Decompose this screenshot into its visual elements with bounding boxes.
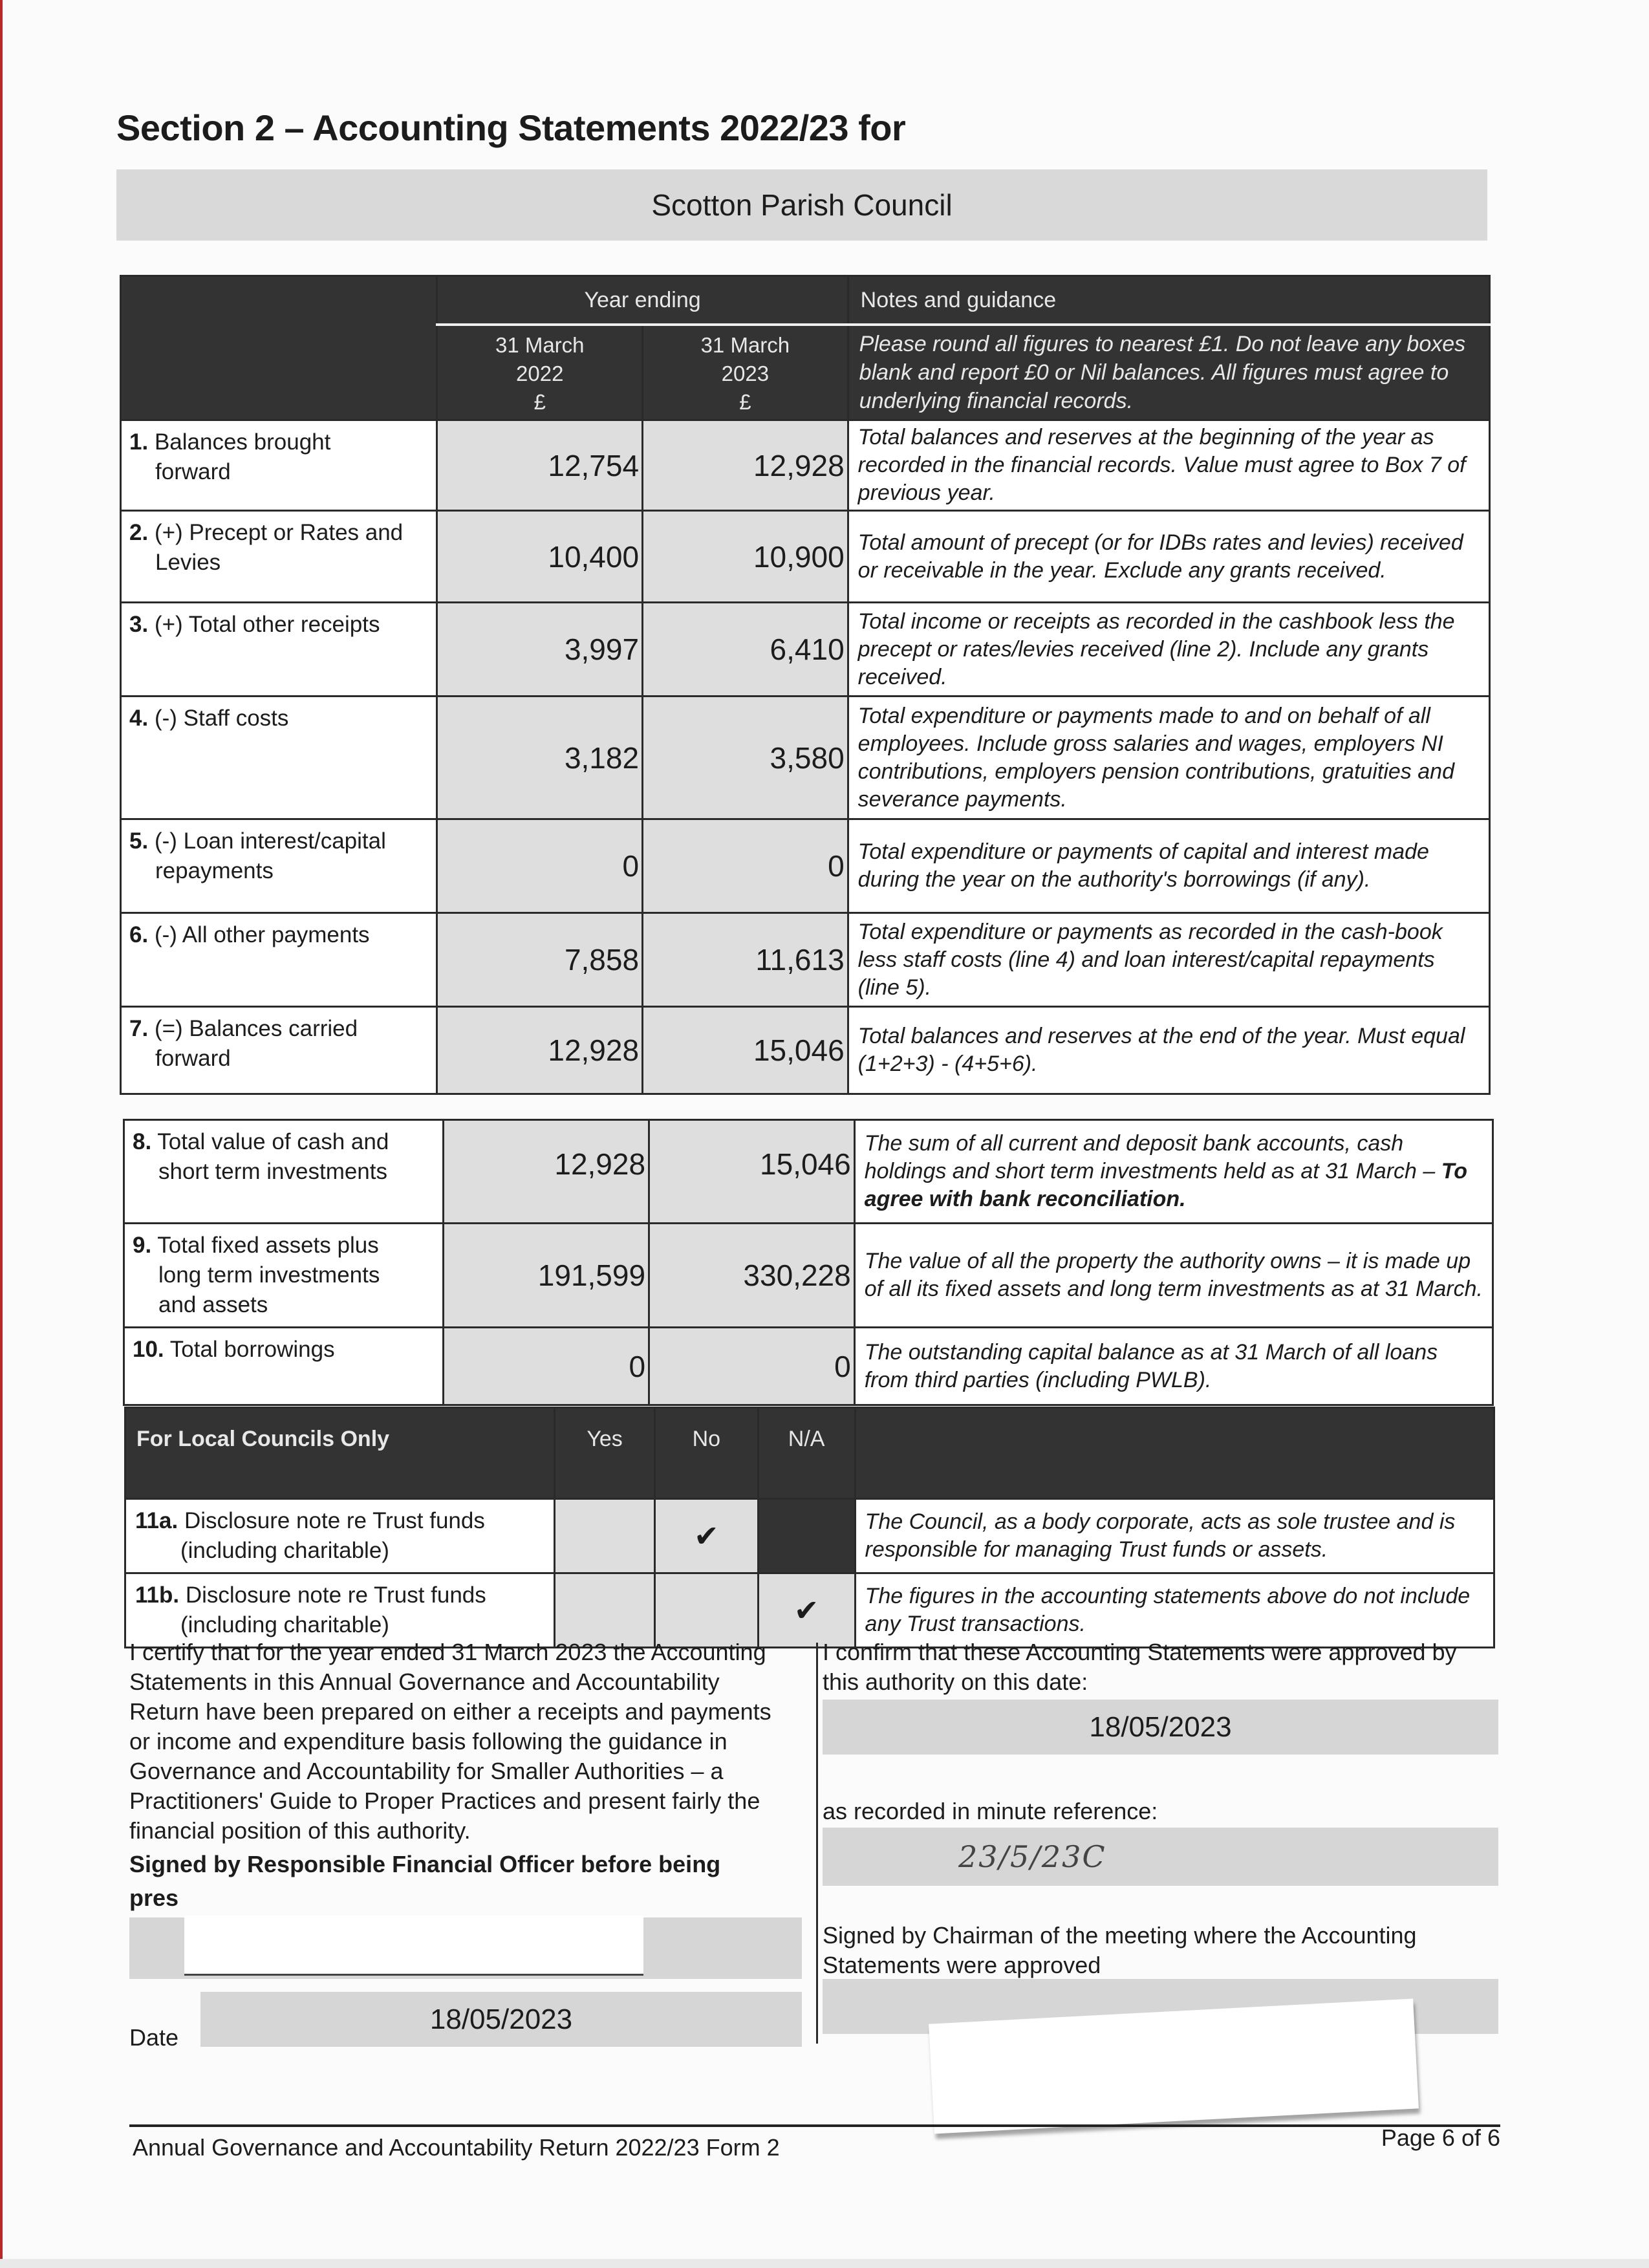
row-label: 3. (+) Total other receipts xyxy=(121,603,437,697)
page-number: Page 6 of 6 xyxy=(1381,2124,1500,2151)
value-2023[interactable]: 11,613 xyxy=(643,913,848,1007)
value-2022[interactable]: 3,182 xyxy=(437,697,643,819)
value-2023[interactable]: 3,580 xyxy=(643,697,848,819)
rfo-date-field[interactable] xyxy=(200,1992,802,2047)
local-councils-header: For Local Councils Only xyxy=(125,1408,555,1499)
rfo-certification xyxy=(129,1637,795,1913)
row-note: Total expenditure or payments made to and on behalf of all employees. Include gross salaries and wages, employers NI contributions, employers pension contributions, gratuities and severance payments. xyxy=(848,697,1489,819)
notes-header: Notes and guidance xyxy=(848,276,1489,325)
minute-reference-field[interactable] xyxy=(823,1828,1498,1886)
rfo-signed-label-cont: pres xyxy=(129,1885,179,1911)
approval-date-value: 18/05/2023 xyxy=(1089,1711,1232,1743)
na-checkbox[interactable]: ✔ xyxy=(758,1573,855,1648)
table-row xyxy=(121,697,1490,819)
accounting-statements-table xyxy=(120,275,1491,1095)
table-row xyxy=(121,603,1490,697)
table-row xyxy=(121,511,1490,603)
page-edge xyxy=(0,0,3,2268)
row-note: Total balances and reserves at the end of the year. Must equal (1+2+3) - (4+5+6). xyxy=(848,1007,1489,1094)
row-note: Total balances and reserves at the beginning of the year as recorded in the financial records. Value must agree to Box 7 of previous year. xyxy=(848,420,1489,511)
table-row xyxy=(121,420,1490,511)
row-label: 7. (=) Balances carried forward xyxy=(121,1007,437,1094)
year-ending-header: Year ending xyxy=(437,276,848,325)
table-row xyxy=(124,1224,1493,1328)
col-2022-line1: 31 March xyxy=(495,333,585,357)
approval-text: I confirm that these Accounting Statements were approved by this authority on this date: xyxy=(823,1639,1457,1695)
table-row xyxy=(124,1120,1493,1224)
value-2022[interactable]: 7,858 xyxy=(437,913,643,1007)
value-2023[interactable]: 10,900 xyxy=(643,511,848,603)
no-checkbox[interactable] xyxy=(654,1573,758,1648)
table-row xyxy=(124,1328,1493,1405)
col-2023-line1: 31 March xyxy=(700,333,790,357)
notes-header-blank xyxy=(855,1408,1494,1499)
row-note: Total expenditure or payments of capital and interest made during the year on the authority's borrowings (if any). xyxy=(848,819,1489,913)
row-note: Total amount of precept (or for IDBs rates and levies) received or receivable in the year. Exclude any grants received. xyxy=(848,511,1489,603)
header-blank xyxy=(121,276,437,420)
bank-reconciliation-note: To agree with bank reconciliation. xyxy=(864,1159,1468,1211)
value-2022[interactable]: 3,997 xyxy=(437,603,643,697)
value-2023[interactable]: 330,228 xyxy=(649,1224,855,1328)
rfo-certification-text: I certify that for the year ended 31 March 2023 the Accounting Statements in this Annual Governance and Accountability Return have been prepared on either a receipts and payments or income and expenditure basis following the guidance in Governance and Accountability for Smaller Authorities – a Practitioners' Guide to Proper Practices and present fairly the financial position of this authority. xyxy=(129,1639,771,1844)
value-2023[interactable]: 12,928 xyxy=(643,420,848,511)
row-label: 11a. Disclosure note re Trust funds (including charitable) xyxy=(125,1499,555,1573)
row-label: 1. Balances brought forward xyxy=(121,420,437,511)
chairman-signature-label: Signed by Chairman of the meeting where the Accounting Statements were approved xyxy=(823,1922,1417,1978)
minute-reference-label: as recorded in minute reference: xyxy=(823,1798,1158,1824)
col-2022-currency: £ xyxy=(534,390,546,414)
approval-date-field[interactable] xyxy=(823,1700,1498,1755)
table-row xyxy=(125,1499,1494,1573)
date-label: Date xyxy=(129,2024,179,2051)
rfo-signed-label: Signed by Responsible Financial Officer before being xyxy=(129,1851,721,1877)
row-label: 2. (+) Precept or Rates and Levies xyxy=(121,511,437,603)
col-2023-line2: 2023 xyxy=(721,362,770,385)
value-2023[interactable]: 0 xyxy=(643,819,848,913)
row-note: The figures in the accounting statements above do not include any Trust transactions. xyxy=(855,1573,1494,1648)
trust-funds-table xyxy=(124,1407,1495,1648)
row-label: 9. Total fixed assets plus long term investments and assets xyxy=(124,1224,444,1328)
na-header: N/A xyxy=(758,1408,855,1499)
rfo-date-value: 18/05/2023 xyxy=(429,2003,573,2035)
table-row xyxy=(125,1573,1494,1648)
page-title: Section 2 – Accounting Statements 2022/23 for xyxy=(116,107,906,148)
column-divider xyxy=(816,1643,818,2044)
row-label: 5. (-) Loan interest/capital repayments xyxy=(121,819,437,913)
row-label: 8. Total value of cash and short term investments xyxy=(124,1120,444,1224)
value-2022[interactable]: 12,754 xyxy=(437,420,643,511)
table-row xyxy=(121,1007,1490,1094)
assets-table xyxy=(123,1119,1494,1406)
no-header: No xyxy=(654,1408,758,1499)
footer-form-title: Annual Governance and Accountability Return 2022/23 Form 2 xyxy=(133,2134,780,2161)
no-checkbox[interactable]: ✔ xyxy=(654,1499,758,1573)
row-note: The sum of all current and deposit bank accounts, cash holdings and short term investments held as at 31 March – To agree with bank reconciliation. xyxy=(854,1120,1493,1224)
table-row xyxy=(121,913,1490,1007)
value-2023[interactable]: 15,046 xyxy=(649,1120,855,1224)
col-2023-header xyxy=(643,325,848,420)
yes-header: Yes xyxy=(555,1408,655,1499)
value-2022[interactable]: 12,928 xyxy=(444,1120,649,1224)
table-row xyxy=(121,819,1490,913)
value-2022[interactable]: 10,400 xyxy=(437,511,643,603)
row-note: The Council, as a body corporate, acts as sole trustee and is responsible for managing Trust funds or assets. xyxy=(855,1499,1494,1573)
na-checkbox-disabled xyxy=(758,1499,855,1573)
row-note: The outstanding capital balance as at 31 March of all loans from third parties (including PWLB). xyxy=(854,1328,1493,1405)
row-label: 10. Total borrowings xyxy=(124,1328,444,1405)
row-label: 4. (-) Staff costs xyxy=(121,697,437,819)
row-note: The value of all the property the authority owns – it is made up of all its fixed assets and long term investments as at 31 March. xyxy=(854,1224,1493,1328)
col-2023-currency: £ xyxy=(739,390,751,414)
authority-name-field[interactable] xyxy=(116,169,1487,241)
minute-reference-value: 23/5/23C xyxy=(958,1839,1106,1874)
guidance-header: Please round all figures to nearest £1. Do not leave any boxes blank and report £0 or Nil balances. All figures must agree to underlying financial records. xyxy=(848,325,1489,420)
value-2022[interactable]: 12,928 xyxy=(437,1007,643,1094)
value-2022[interactable]: 191,599 xyxy=(444,1224,649,1328)
authority-name: Scotton Parish Council xyxy=(651,188,953,222)
yes-checkbox[interactable] xyxy=(555,1499,655,1573)
row-note: Total income or receipts as recorded in the cashbook less the precept or rates/levies received (line 2). Include any grants received. xyxy=(848,603,1489,697)
value-2023[interactable]: 0 xyxy=(649,1328,855,1405)
row-label: 6. (-) All other payments xyxy=(121,913,437,1007)
col-2022-line2: 2022 xyxy=(516,362,564,385)
yes-checkbox[interactable] xyxy=(555,1573,655,1648)
row-note: Total expenditure or payments as recorded in the cash-book less staff costs (line 4) and loan interest/capital repayments (line 5). xyxy=(848,913,1489,1007)
footer-divider xyxy=(129,2124,1500,2127)
page-edge-bottom xyxy=(0,2259,1649,2268)
value-2023[interactable]: 6,410 xyxy=(643,603,848,697)
col-2022-header xyxy=(437,325,643,420)
value-2022[interactable]: 0 xyxy=(437,819,643,913)
value-2023[interactable]: 15,046 xyxy=(643,1007,848,1094)
row-label: 11b. Disclosure note re Trust funds (including charitable) xyxy=(125,1573,555,1648)
value-2022[interactable]: 0 xyxy=(444,1328,649,1405)
rfo-signature-redaction xyxy=(184,1916,643,1976)
